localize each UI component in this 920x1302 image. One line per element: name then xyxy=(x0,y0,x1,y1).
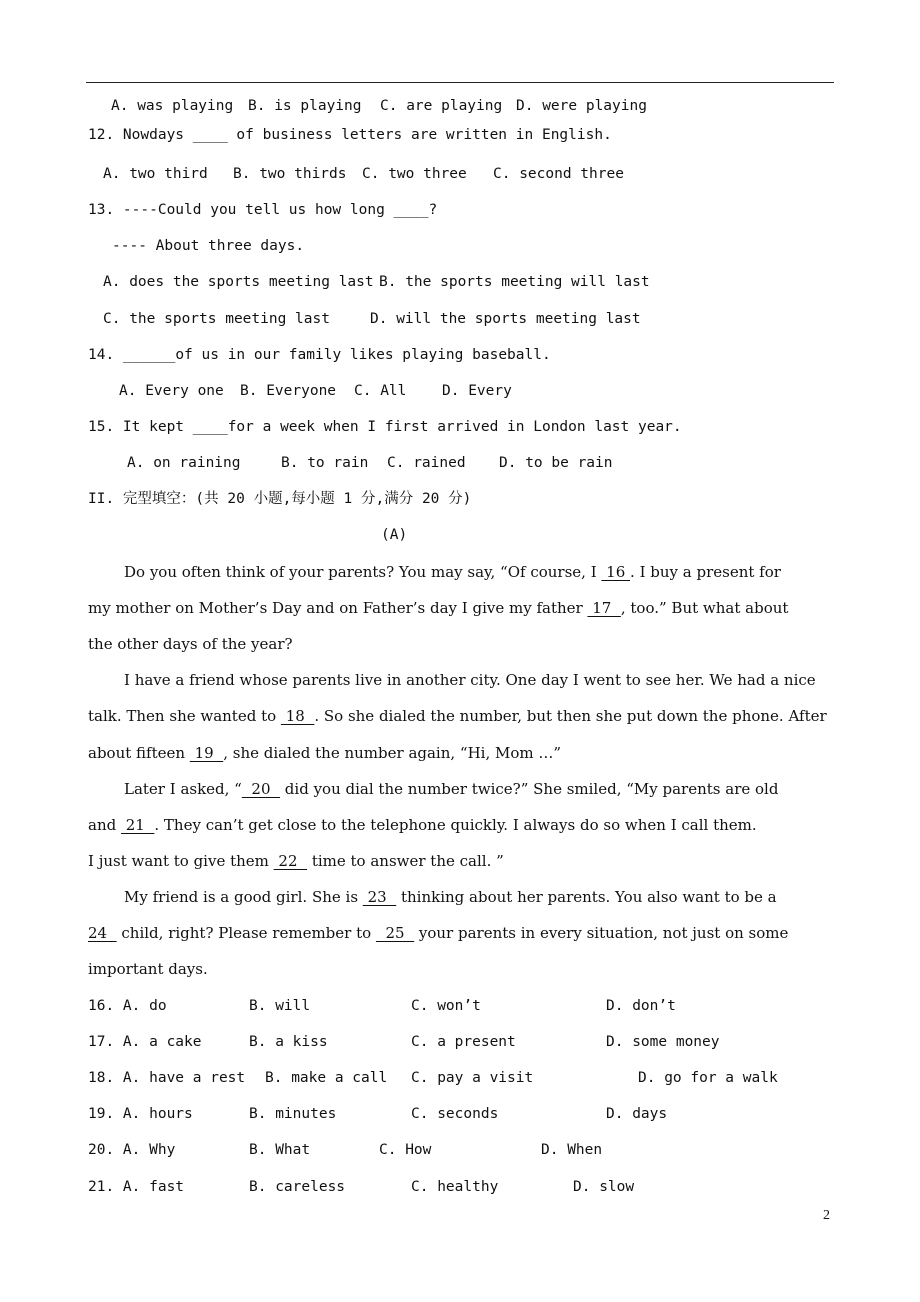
q11-option-b: B. is playing xyxy=(248,98,362,114)
passage-line: I just want to give them 22 time to answer the call. ” xyxy=(88,852,504,870)
passage-line: talk. Then she wanted to 18 . So she dialed the number, but then she put down the phone. After xyxy=(88,707,827,725)
cloze-21-d: D. slow xyxy=(573,1179,635,1195)
q13-option-c: C. the sports meeting last xyxy=(103,311,330,327)
q14-option-b: B. Everyone xyxy=(240,383,337,399)
cloze-17-a: 17. A. a cake xyxy=(88,1034,202,1050)
passage-line: and 21 . They can’t get close to the telephone quickly. I always do so when I call them. xyxy=(88,816,757,834)
q12-option-c: C. two three xyxy=(362,166,467,182)
cloze-20-d: D. When xyxy=(541,1142,603,1158)
q14-option-d: D. Every xyxy=(442,383,512,399)
passage-line: my mother on Mother’s Day and on Father’s day I give my father 17 , too.” But what about xyxy=(88,599,789,617)
passage-line: 24 child, right? Please remember to 25 your parents in every situation, not just on some xyxy=(88,924,789,942)
q15-option-d: D. to be rain xyxy=(499,455,613,471)
q13-answer: ---- About three days. xyxy=(112,238,305,254)
q15-option-a: A. on raining xyxy=(127,455,241,471)
q13-blank: ____ xyxy=(393,202,429,218)
q15-stem: 15. It kept ____for a week when I first arrived in London last year. xyxy=(88,419,682,435)
passage-line: the other days of the year? xyxy=(88,635,293,653)
q12-option-d: C. second three xyxy=(493,166,624,182)
passage-line: about fifteen 19 , she dialed the number again, “Hi, Mom …” xyxy=(88,744,562,762)
q13-option-d: D. will the sports meeting last xyxy=(370,311,641,327)
cloze-20-c: C. How xyxy=(379,1142,432,1158)
cloze-16-d: D. don’t xyxy=(606,998,676,1014)
cloze-21-a: 21. A. fast xyxy=(88,1179,185,1195)
q12-blank: ____ xyxy=(192,127,228,143)
cloze-19-a: 19. A. hours xyxy=(88,1106,193,1122)
q13-option-b: B. the sports meeting will last xyxy=(379,274,650,290)
blank-23: 23 xyxy=(362,888,397,906)
blank-18: 18 xyxy=(280,707,315,725)
cloze-20-a: 20. A. Why xyxy=(88,1142,176,1158)
cloze-18-c: C. pay a visit xyxy=(411,1070,534,1086)
section-heading: II. 完型填空：(共 20 小题,每小题 1 分,满分 20 分) xyxy=(88,491,472,507)
passage-line: important days. xyxy=(88,960,208,978)
cloze-20-b: B. What xyxy=(249,1142,311,1158)
blank-25: 25 xyxy=(375,924,415,942)
q14-option-c: C. All xyxy=(354,383,407,399)
blank-22: 22 xyxy=(273,852,308,870)
cloze-17-b: B. a kiss xyxy=(249,1034,328,1050)
cloze-16-a: 16. A. do xyxy=(88,998,167,1014)
passage-line: Later I asked, “ 20 did you dial the number twice?” She smiled, “My parents are old xyxy=(124,780,779,798)
cloze-16-b: B. will xyxy=(249,998,311,1014)
q14-stem: 14. ______of us in our family likes playing baseball. xyxy=(88,347,551,363)
q11-option-d: D. were playing xyxy=(516,98,647,114)
q11-option-c: C. are playing xyxy=(380,98,503,114)
cloze-18-b: B. make a call xyxy=(265,1070,388,1086)
cloze-19-b: B. minutes xyxy=(249,1106,337,1122)
cloze-17-c: C. a present xyxy=(411,1034,516,1050)
q15-option-c: C. rained xyxy=(387,455,466,471)
blank-19: 19 xyxy=(189,744,224,762)
cloze-18-d: D. go for a walk xyxy=(638,1070,778,1086)
cloze-19-c: C. seconds xyxy=(411,1106,499,1122)
q13-option-a: A. does the sports meeting last xyxy=(103,274,374,290)
q14-blank: ______ xyxy=(122,347,176,363)
cloze-16-c: C. won’t xyxy=(411,998,481,1014)
blank-21: 21 xyxy=(120,816,155,834)
q14-option-a: A. Every one xyxy=(119,383,224,399)
blank-16: 16 xyxy=(601,563,631,581)
cloze-17-d: D. some money xyxy=(606,1034,720,1050)
q12-option-b: B. two thirds xyxy=(233,166,347,182)
cloze-19-d: D. days xyxy=(606,1106,668,1122)
passage-label: (A) xyxy=(381,527,408,543)
blank-20: 20 xyxy=(241,780,281,798)
header-rule xyxy=(86,82,834,83)
cloze-21-c: C. healthy xyxy=(411,1179,499,1195)
q15-blank: ____ xyxy=(192,419,228,435)
cloze-21-b: B. careless xyxy=(249,1179,346,1195)
passage-line: My friend is a good girl. She is 23 thinking about her parents. You also want to be a xyxy=(124,888,777,906)
q11-option-a: A. was playing xyxy=(111,98,234,114)
q13-stem: 13. ----Could you tell us how long ____? xyxy=(88,202,438,218)
q12-stem: 12. Nowdays ____ of business letters are written in English. xyxy=(88,127,612,143)
passage-line: Do you often think of your parents? You may say, “Of course, I 16 . I buy a present for xyxy=(124,563,781,581)
q12-option-a: A. two third xyxy=(103,166,208,182)
blank-24: 24 xyxy=(88,924,117,942)
blank-17: 17 xyxy=(587,599,621,617)
page-number: 2 xyxy=(823,1208,830,1223)
cloze-18-a: 18. A. have a rest xyxy=(88,1070,246,1086)
q15-option-b: B. to rain xyxy=(281,455,369,471)
passage-line: I have a friend whose parents live in another city. One day I went to see her. We had a nice xyxy=(124,671,816,689)
